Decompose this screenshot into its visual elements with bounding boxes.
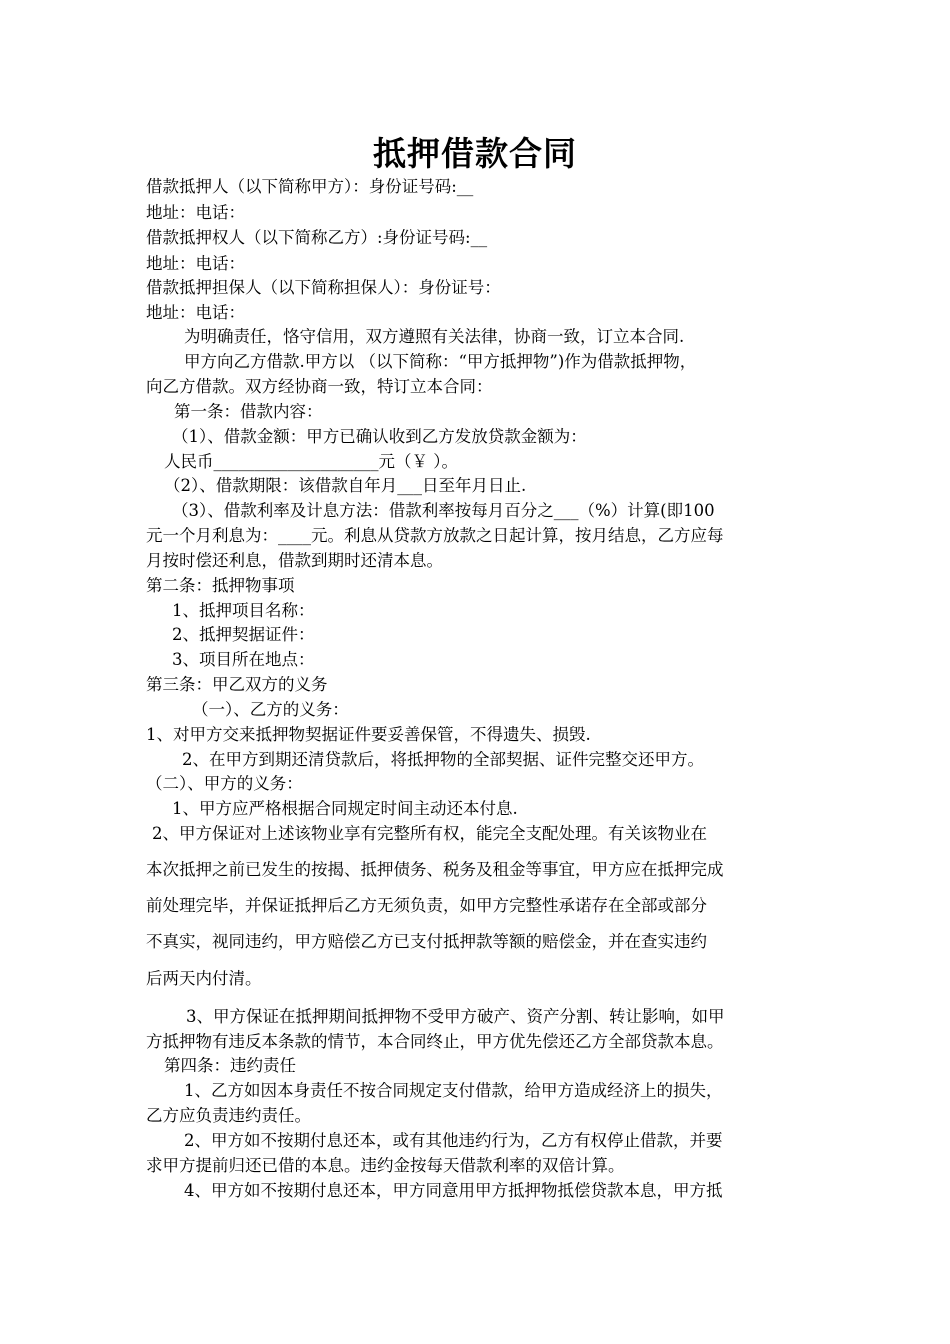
- paragraph-line: 借款抵押担保人（以下简称担保人）：身份证号：: [146, 278, 501, 297]
- paragraph-line: 借款抵押人（以下简称甲方）：身份证号码:__: [146, 177, 474, 196]
- paragraph-line: 地址：电话：: [146, 203, 245, 222]
- paragraph-line: 月按时偿还利息，借款到期时还清本息。: [146, 551, 443, 570]
- paragraph-line: 地址：电话：: [146, 303, 245, 322]
- paragraph-line: 本次抵押之前已发生的按揭、抵押债务、税务及租金等事宜，甲方应在抵押完成: [146, 860, 724, 879]
- paragraph-line: 1、乙方如因本身责任不按合同规定支付借款，给甲方造成经济上的损失，: [184, 1081, 723, 1100]
- article-heading: 第四条：违约责任: [164, 1056, 296, 1075]
- paragraph-line: 2、在甲方到期还清贷款后，将抵押物的全部契据、证件完整交还甲方。: [182, 750, 704, 769]
- paragraph-line: 2、甲方如不按期付息还本，或有其他违约行为，乙方有权停止借款，并要: [184, 1131, 723, 1150]
- paragraph-line: 向乙方借款。双方经协商一致，特订立本合同：: [146, 377, 493, 396]
- article-heading: 第三条：甲乙双方的义务: [146, 675, 328, 694]
- paragraph-line: 元一个月利息为：____元。利息从贷款方放款之日起计算，按月结息，乙方应每: [146, 526, 724, 545]
- paragraph-line: 为明确责任，恪守信用，双方遵照有关法律，协商一致，订立本合同.: [184, 327, 685, 346]
- paragraph-line: 2、甲方保证对上述该物业享有完整所有权，能完全支配处理。有关该物业在: [152, 824, 707, 843]
- paragraph-line: 后两天内付清。: [146, 969, 262, 988]
- paragraph-line: 方抵押物有违反本条款的情节，本合同终止，甲方优先偿还乙方全部贷款本息。: [146, 1032, 724, 1051]
- article-heading: 第二条：抵押物事项: [146, 576, 295, 595]
- paragraph-line: 地址：电话：: [146, 254, 245, 273]
- paragraph-line: 1、甲方应严格根据合同规定时间主动还本付息.: [172, 799, 518, 818]
- paragraph-line: 3、甲方保证在抵押期间抵押物不受甲方破产、资产分割、转让影响，如甲: [186, 1007, 725, 1026]
- article-heading: 第一条：借款内容：: [174, 402, 323, 421]
- paragraph-line: 前处理完毕，并保证抵押后乙方无须负责，如甲方完整性承诺存在全部或部分: [146, 896, 707, 915]
- paragraph-line: （一）、乙方的义务：: [192, 700, 349, 719]
- paragraph-line: （2）、借款期限：该借款自年月___日至年月日止.: [164, 476, 527, 495]
- paragraph-line: 借款抵押权人（以下简称乙方）:身份证号码:__: [146, 228, 488, 247]
- paragraph-line: 甲方向乙方借款.甲方以 （以下简称：“甲方抵押物”)作为借款抵押物，: [184, 352, 697, 371]
- paragraph-line: 不真实，视同违约，甲方赔偿乙方已支付抵押款等额的赔偿金，并在查实违约: [146, 932, 707, 951]
- paragraph-line: 1、抵押项目名称：: [172, 601, 315, 620]
- paragraph-line: 3、项目所在地点：: [172, 650, 315, 669]
- paragraph-line: 人民币____________________元（￥ ）。: [164, 452, 458, 471]
- paragraph-line: 求甲方提前归还已借的本息。违约金按每天借款利率的双倍计算。: [146, 1156, 625, 1175]
- paragraph-line: 1、对甲方交来抵押物契据证件要妥善保管，不得遗失、损毁.: [146, 725, 591, 744]
- document-title: 抵押借款合同: [373, 134, 577, 173]
- paragraph-line: （3）、借款利率及计息方法：借款利率按每月百分之___（%）计算(即100: [172, 501, 715, 520]
- paragraph-line: 乙方应负责违约责任。: [146, 1106, 311, 1125]
- paragraph-line: 2、抵押契据证件：: [172, 625, 315, 644]
- paragraph-line: （1）、借款金额：甲方已确认收到乙方发放贷款金额为：: [172, 427, 587, 446]
- paragraph-line: （二）、甲方的义务：: [146, 774, 303, 793]
- paragraph-line: 4、甲方如不按期付息还本，甲方同意用甲方抵押物抵偿贷款本息，甲方抵: [184, 1181, 723, 1200]
